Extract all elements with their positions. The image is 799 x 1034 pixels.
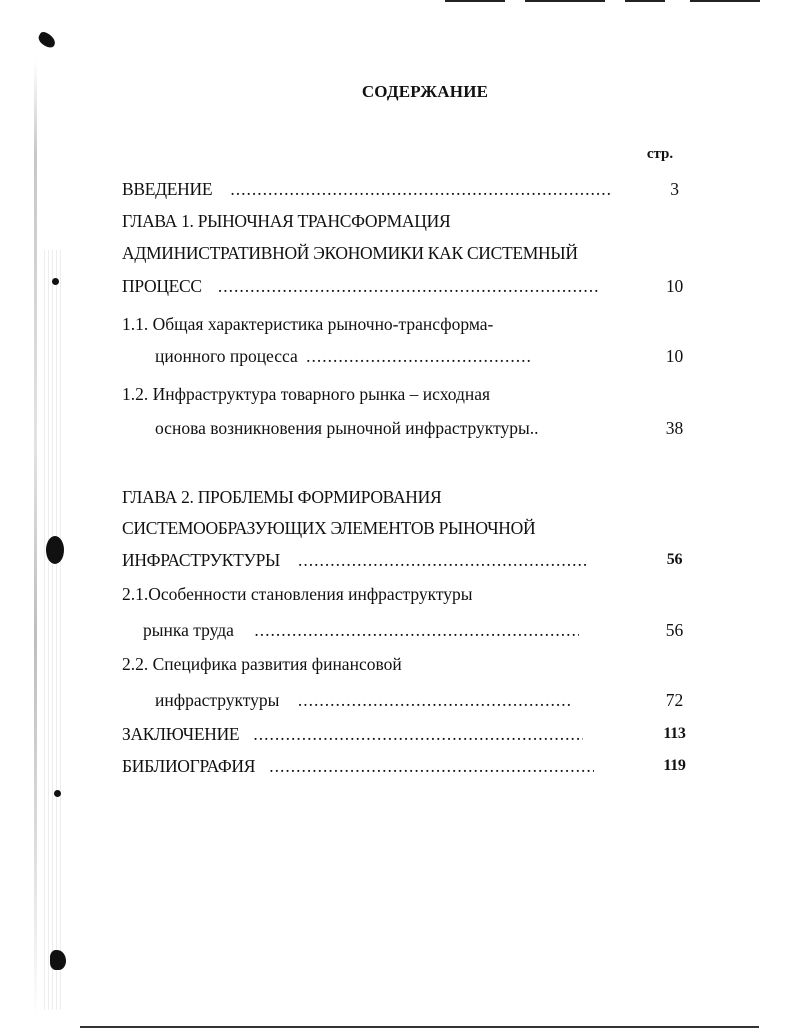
- toc-entry: [122, 755, 692, 777]
- toc-entry-title: ГЛАВА 1. РЫНОЧНАЯ ТРАНСФОРМАЦИЯ: [122, 211, 451, 231]
- punch-hole-mark: [36, 30, 58, 49]
- toc-entry-title: СИСТЕМООБРАЗУЮЩИХ ЭЛЕМЕНТОВ РЫНОЧНОЙ: [122, 518, 536, 538]
- scan-artifact: [44, 250, 64, 1010]
- dot-leader: [269, 755, 594, 777]
- toc-entry-continued: [122, 517, 692, 539]
- toc-entry-continued: [155, 345, 692, 367]
- punch-hole-mark: [52, 278, 59, 285]
- scan-artifact: [525, 0, 605, 2]
- scan-artifact: [625, 0, 665, 2]
- toc-entry-continued: [122, 242, 692, 264]
- toc-entry-page: 10: [666, 276, 683, 296]
- toc-entry-title: 1.1. Общая характеристика рыночно-трансформа-: [122, 314, 494, 334]
- toc-entry-title: основа возникновения рыночной инфраструктуры..: [155, 418, 539, 438]
- toc-entry-title: ционного процесса: [155, 346, 298, 366]
- dot-leader: [218, 275, 598, 297]
- scan-artifact: [80, 1026, 759, 1028]
- toc-entry: [122, 178, 692, 200]
- toc-entry-continued: [143, 619, 692, 641]
- toc-entry-page: 3: [670, 179, 679, 199]
- toc-entry-title: 2.2. Специфика развития финансовой: [122, 654, 402, 674]
- toc-entry-continued: [122, 275, 692, 297]
- toc-entry: [122, 653, 692, 675]
- dot-leader: [253, 723, 583, 745]
- punch-hole-mark: [54, 790, 61, 797]
- toc-entry-page: 72: [665, 690, 684, 710]
- dot-leader: [298, 689, 573, 711]
- page-title: СОДЕРЖАНИЕ: [361, 82, 489, 101]
- toc-entry-page: 56: [666, 551, 683, 568]
- toc-entry-continued: [155, 689, 692, 711]
- toc-entry-page: 119: [663, 757, 686, 774]
- toc-entry-title: рынка труда: [143, 620, 234, 640]
- toc-entry-title: 1.2. Инфраструктура товарного рынка – исходная: [122, 384, 491, 404]
- toc-entry-title: БИБЛИОГРАФИЯ: [122, 756, 256, 776]
- toc-entry: [122, 486, 692, 508]
- toc-entry-page: 113: [663, 725, 686, 742]
- toc-entry-title: ГЛАВА 2. ПРОБЛЕМЫ ФОРМИРОВАНИЯ: [122, 487, 442, 507]
- page-column-header: стр.: [646, 146, 674, 162]
- scan-artifact: [690, 0, 760, 2]
- dot-leader: [254, 619, 579, 641]
- toc-entry-title: ИНФРАСТРУКТУРЫ: [122, 550, 280, 570]
- toc-entry-title: ПРОЦЕСС: [122, 276, 202, 296]
- toc-entry: [122, 583, 692, 605]
- scan-artifact: [34, 60, 37, 1020]
- toc-entry-title: 2.1.Особенности становления инфраструктуры: [122, 584, 473, 604]
- toc-entry-title: инфраструктуры: [155, 690, 280, 710]
- toc-entry-page: 10: [665, 346, 684, 366]
- punch-hole-mark: [46, 536, 64, 564]
- scan-artifact: [445, 0, 505, 2]
- toc-entry-title: АДМИНИСТРАТИВНОЙ ЭКОНОМИКИ КАК СИСТЕМНЫЙ: [122, 243, 578, 263]
- toc-entry-title: ВВЕДЕНИЕ: [122, 179, 213, 199]
- dot-leader: [306, 345, 531, 367]
- toc-entry-page: 38: [665, 418, 684, 438]
- toc-entry: [122, 723, 692, 745]
- dot-leader: [230, 178, 610, 200]
- dot-leader: [298, 549, 588, 571]
- toc-entry: [122, 383, 692, 405]
- punch-hole-mark: [50, 950, 66, 970]
- toc-entry-page: 56: [665, 620, 684, 640]
- toc-entry-title: ЗАКЛЮЧЕНИЕ: [122, 724, 240, 744]
- toc-entry-continued: [122, 549, 692, 571]
- toc-entry-continued: [155, 417, 692, 439]
- toc-entry: [122, 313, 692, 335]
- toc-entry: [122, 210, 692, 232]
